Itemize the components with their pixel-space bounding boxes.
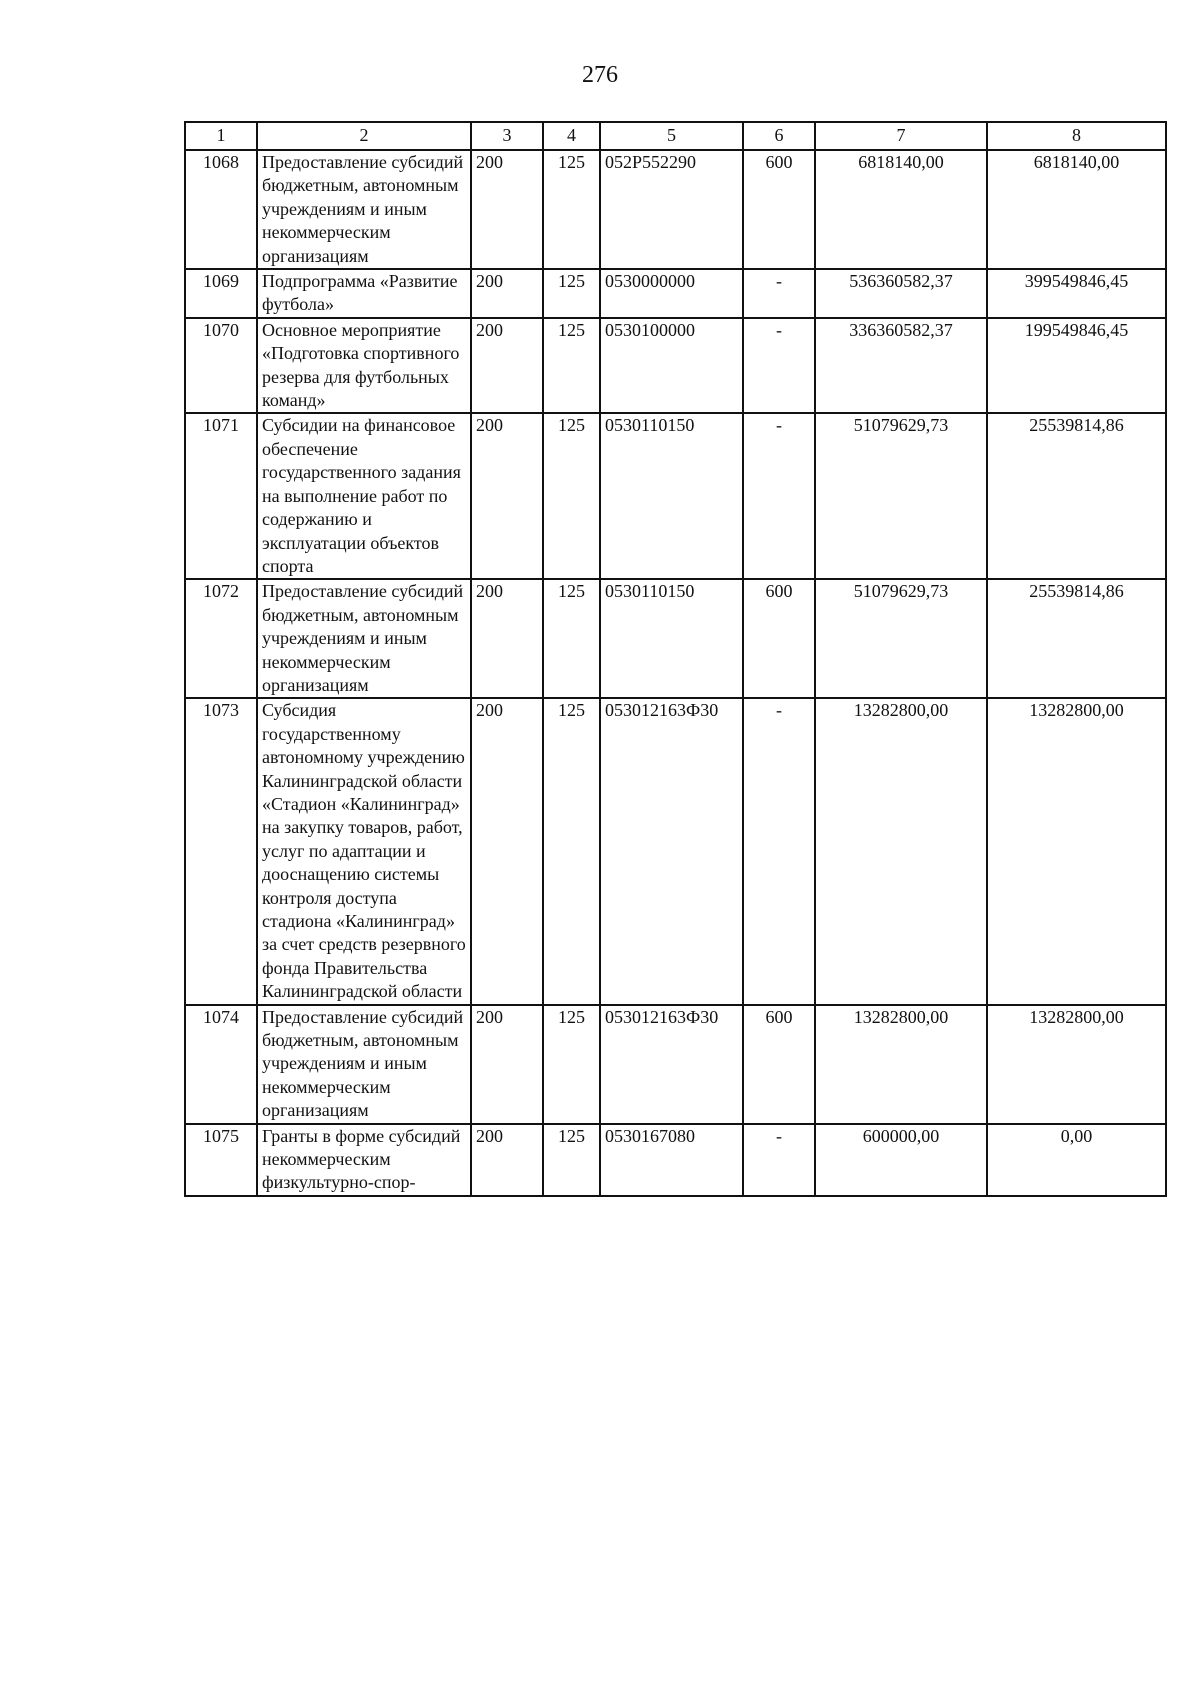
code-col3: 200 (471, 579, 543, 698)
amount-col8: 25539814,86 (987, 579, 1166, 698)
row-name: Основное мероприятие «Подготовка спортивного резерва для футбольных команд» (257, 318, 471, 414)
code-col4: 125 (543, 413, 600, 579)
code-col5: 0530000000 (600, 269, 743, 318)
code-col6: 600 (743, 579, 815, 698)
row-name: Предоставление субсидий бюджетным, автономным учреждениям и иным некоммерческим организациям (257, 150, 471, 269)
column-header: 5 (600, 122, 743, 150)
row-number: 1071 (185, 413, 257, 579)
code-col4: 125 (543, 579, 600, 698)
code-col5: 052P552290 (600, 150, 743, 269)
code-col3: 200 (471, 1124, 543, 1196)
amount-col7: 6818140,00 (815, 150, 987, 269)
amount-col7: 51079629,73 (815, 579, 987, 698)
code-col3: 200 (471, 413, 543, 579)
amount-col7: 13282800,00 (815, 698, 987, 1004)
code-col6: - (743, 318, 815, 414)
amount-col8: 6818140,00 (987, 150, 1166, 269)
amount-col8: 399549846,45 (987, 269, 1166, 318)
row-name: Предоставление субсидий бюджетным, автономным учреждениям и иным некоммерческим организациям (257, 1005, 471, 1124)
amount-col8: 25539814,86 (987, 413, 1166, 579)
code-col4: 125 (543, 150, 600, 269)
code-col5: 0530110150 (600, 579, 743, 698)
table-row (185, 318, 1166, 414)
code-col6: 600 (743, 150, 815, 269)
column-header: 6 (743, 122, 815, 150)
budget-table (184, 121, 1167, 1197)
table-row (185, 1124, 1166, 1196)
row-number: 1070 (185, 318, 257, 414)
code-col3: 200 (471, 318, 543, 414)
amount-col8: 0,00 (987, 1124, 1166, 1196)
row-name: Подпрограмма «Развитие футбола» (257, 269, 471, 318)
row-number: 1074 (185, 1005, 257, 1124)
amount-col7: 536360582,37 (815, 269, 987, 318)
code-col6: - (743, 413, 815, 579)
row-number: 1068 (185, 150, 257, 269)
amount-col7: 600000,00 (815, 1124, 987, 1196)
row-name: Субсидия государственному автономному учреждению Калининградской области «Стадион «Калининград» на закупку товаров, работ, услуг по адаптации и дооснащению системы контроля доступа стадиона «Калининград» за счет средств резервного фонда Правительства Калининградской области (257, 698, 471, 1004)
page-number: 276 (582, 62, 618, 88)
code-col6: - (743, 1124, 815, 1196)
row-number: 1075 (185, 1124, 257, 1196)
amount-col7: 336360582,37 (815, 318, 987, 414)
column-header: 8 (987, 122, 1166, 150)
row-number: 1069 (185, 269, 257, 318)
table-header-row (185, 122, 1166, 150)
column-header: 4 (543, 122, 600, 150)
code-col5: 053012163Ф30 (600, 1005, 743, 1124)
code-col3: 200 (471, 269, 543, 318)
table-row (185, 579, 1166, 698)
code-col4: 125 (543, 318, 600, 414)
code-col5: 0530167080 (600, 1124, 743, 1196)
amount-col8: 13282800,00 (987, 698, 1166, 1004)
code-col5: 0530110150 (600, 413, 743, 579)
code-col5: 0530100000 (600, 318, 743, 414)
row-name: Субсидии на финансовое обеспечение государственного задания на выполнение работ по содержанию и эксплуатации объектов спорта (257, 413, 471, 579)
table-row (185, 1005, 1166, 1124)
column-header: 1 (185, 122, 257, 150)
code-col3: 200 (471, 150, 543, 269)
code-col6: - (743, 269, 815, 318)
amount-col7: 13282800,00 (815, 1005, 987, 1124)
code-col4: 125 (543, 1005, 600, 1124)
column-header: 3 (471, 122, 543, 150)
table-row (185, 698, 1166, 1004)
table-row (185, 413, 1166, 579)
row-name: Предоставление субсидий бюджетным, автономным учреждениям и иным некоммерческим организациям (257, 579, 471, 698)
amount-col7: 51079629,73 (815, 413, 987, 579)
row-name: Гранты в форме субсидий некоммерческим физкультурно-спор- (257, 1124, 471, 1196)
code-col6: - (743, 698, 815, 1004)
code-col6: 600 (743, 1005, 815, 1124)
amount-col8: 199549846,45 (987, 318, 1166, 414)
code-col5: 053012163Ф30 (600, 698, 743, 1004)
table-row (185, 150, 1166, 269)
code-col4: 125 (543, 1124, 600, 1196)
code-col3: 200 (471, 1005, 543, 1124)
amount-col8: 13282800,00 (987, 1005, 1166, 1124)
row-number: 1072 (185, 579, 257, 698)
table-row (185, 269, 1166, 318)
code-col4: 125 (543, 698, 600, 1004)
row-number: 1073 (185, 698, 257, 1004)
column-header: 7 (815, 122, 987, 150)
code-col4: 125 (543, 269, 600, 318)
column-header: 2 (257, 122, 471, 150)
code-col3: 200 (471, 698, 543, 1004)
